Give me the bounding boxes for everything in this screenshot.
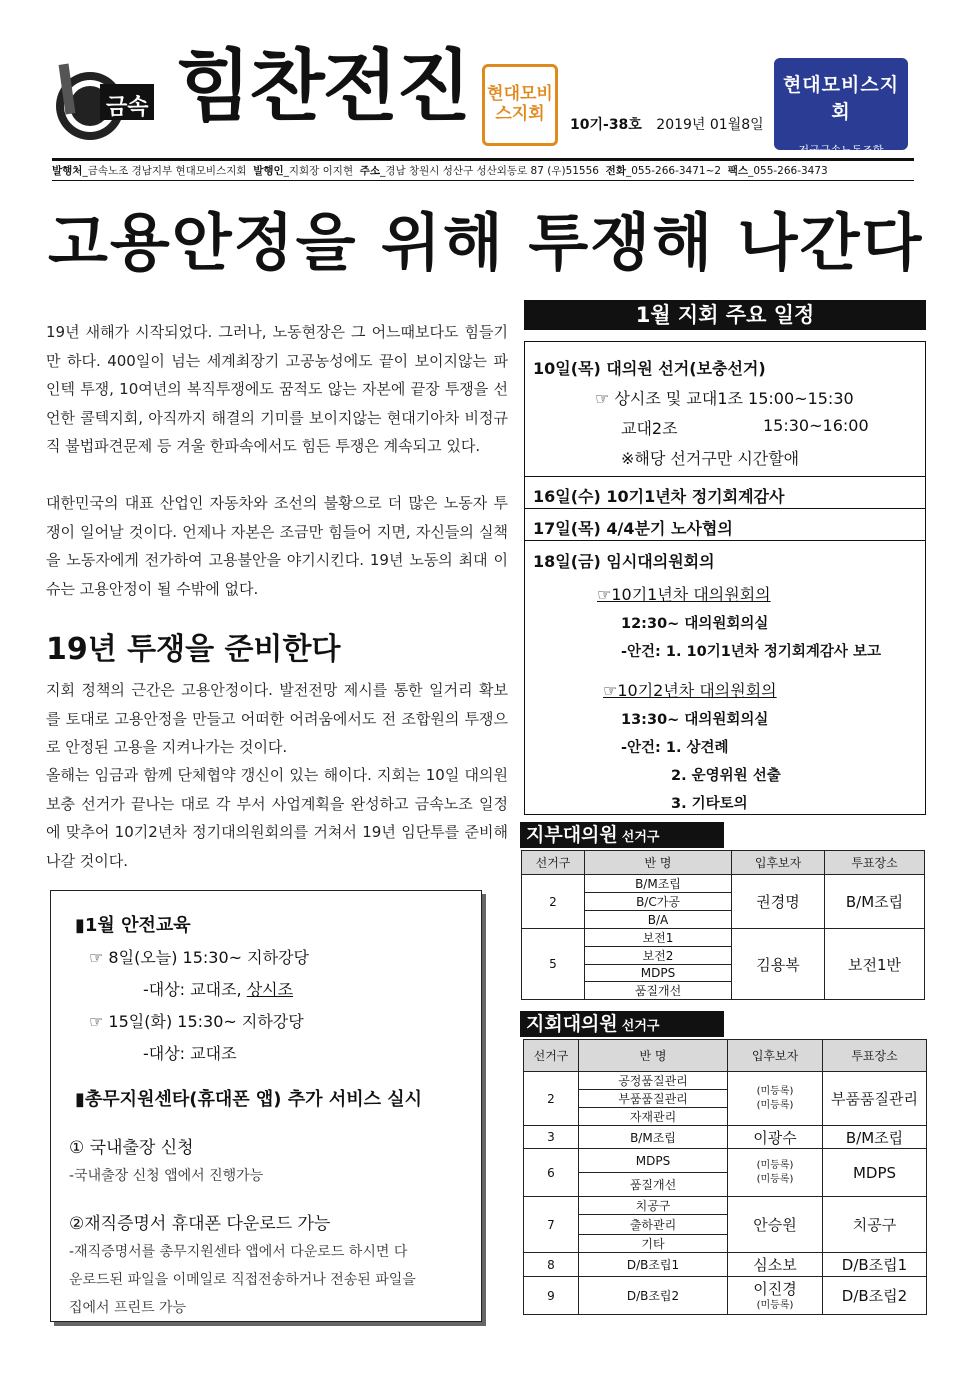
meeting-1-title: ☞10기1년차 대의원회의 [597, 585, 771, 604]
team: 품질개선 [585, 982, 732, 1000]
schedule-divider [525, 540, 925, 541]
candidate: 이광수 [728, 1126, 823, 1149]
team: 자재관리 [579, 1108, 728, 1126]
publisher: _금속노조 경남지부 현대모비스지회 [82, 165, 247, 177]
event-election-time-1: ☞ 상시조 및 교대1조 15:00~15:30 [595, 389, 854, 408]
col-district: 선거구 [524, 1040, 579, 1072]
team: D/B조립2 [579, 1277, 728, 1315]
candidate-1: (미등록) [756, 1159, 794, 1171]
team: B/M조립 [579, 1126, 728, 1149]
candidate: 안승원 [728, 1197, 823, 1253]
team: 기타 [579, 1235, 728, 1253]
polling-place: 보전1반 [825, 929, 925, 1000]
team: 보전1 [585, 929, 732, 947]
team: 출하관리 [579, 1215, 728, 1235]
col-candidate: 입후보자 [732, 851, 825, 875]
safety-session-1: ☞ 8일(오늘) 15:30~ 지하강당 [89, 948, 309, 967]
table2 [523, 1039, 927, 1315]
event-special-meeting: 18일(금) 임시대의원회의 [533, 552, 715, 571]
issuer-label: 발행인 [253, 165, 284, 177]
safety-target-1 [143, 977, 293, 1000]
safety-session-2: ☞ 15일(화) 15:30~ 지하강당 [89, 1012, 304, 1031]
col-candidate: 입후보자 [728, 1040, 823, 1072]
table-row [524, 1126, 927, 1149]
publisher-info [52, 163, 914, 178]
candidate-2: (미등록) [756, 1173, 794, 1185]
fax: _055-266-3473 [748, 165, 828, 177]
meeting-2-agenda-2: 2. 운영위원 선출 [671, 768, 781, 784]
issue-info [570, 114, 764, 134]
team: B/M조립 [585, 875, 732, 893]
polling-place: D/B조립2 [823, 1277, 927, 1315]
polling-place: 부품품질관리 [823, 1072, 927, 1126]
service-1-desc: -국내출장 신청 앱에서 진행가능 [69, 1168, 264, 1184]
meeting-1-agenda: -안건: 1. 10기1년차 정기회계감사 보고 [621, 644, 881, 660]
col-place: 투표장소 [823, 1040, 927, 1072]
masthead-rule-thin [52, 180, 914, 181]
polling-place: MDPS [823, 1149, 927, 1197]
service-2-desc-1: -재직증명서를 총무지원센타 앱에서 다운로드 하시면 다 [69, 1244, 408, 1260]
notice-box [50, 890, 482, 1322]
issuer: _지회장 이지현 [283, 165, 354, 177]
meeting-2-time: 13:30~ 대의원회의실 [621, 712, 769, 728]
candidate [728, 1277, 823, 1315]
col-district: 선거구 [522, 851, 585, 875]
table-row [524, 1149, 927, 1173]
service-2-desc-3: 집에서 프린트 가능 [69, 1300, 187, 1316]
phone-label: 전화 [605, 165, 626, 177]
article-paragraph-2: 대한민국의 대표 산업인 자동차와 조선의 불황으로 더 많은 노동자 투쟁이 일어날 것이다. 언제나 자본은 조금만 힘들어 지면, 자신들의 실책을 노동자에게 전가하여 고용불안을 야기시킨다. 19년 노동의 최대 이슈는 고용안정이 될 수밖에 없다. [46, 494, 508, 598]
article-subheading: 19년 투쟁을 준비한다 [46, 632, 341, 667]
district: 7 [524, 1197, 579, 1253]
team: B/C가공 [585, 893, 732, 911]
table1 [521, 850, 925, 1000]
polling-place: B/M조립 [825, 875, 925, 929]
union-logo-text: 금속 [106, 95, 149, 120]
team: 보전2 [585, 947, 732, 965]
address-label: 주소 [359, 165, 381, 177]
table-row [524, 1277, 927, 1315]
article-paragraph-1: 19년 새해가 시작되었다. 그러나, 노동현장은 그 어느때보다도 힘들기만 하다. 400일이 넘는 세계최장기 고공농성에도 끝이 보이지않는 파인텍 투쟁, 10여년의 복직투쟁에도 꿈적도 않는 자본에 끝장 투쟁을 선언한 콜텍지회, 아직까지 해결의 기미를 보이지않는 현대기아차 비정규직 불법파견문제 등 겨울 한파속에서도 힘든 투쟁은 계속되고 있다. [46, 323, 508, 455]
district: 3 [524, 1126, 579, 1149]
masthead-rule [52, 158, 914, 161]
district: 8 [524, 1253, 579, 1277]
table-row [524, 1253, 927, 1277]
candidate-1: (미등록) [756, 1085, 794, 1097]
event-election-note: ※해당 선거구만 시간할애 [621, 449, 800, 468]
team: MDPS [579, 1149, 728, 1173]
schedule-title: 1월 지회 주요 일정 [524, 300, 926, 330]
event-council-election: 10일(목) 대의원 선거(보충선거) [533, 359, 766, 378]
meeting-2-agenda-1: -안건: 1. 상견례 [621, 740, 729, 756]
col-team: 반 명 [579, 1040, 728, 1072]
polling-place: D/B조립1 [823, 1253, 927, 1277]
candidate-2: (미등록) [756, 1300, 794, 1311]
candidate-2: (미등록) [756, 1099, 794, 1111]
article-paragraph-4: 올해는 임금과 함께 단체협약 갱신이 있는 해이다. 지회는 10일 대의원 보충 선거가 끝나는 대로 각 부서 사업계획을 완성하고 금속노조 일정에 맞추어 10기2년차 정기대의원회의를 거쳐서 19년 임단투를 준비해 나갈 것이다. [46, 766, 508, 870]
district: 9 [524, 1277, 579, 1315]
union-logo [52, 62, 156, 150]
safety-target-1-a: -대상: 교대조, [143, 980, 247, 999]
schedule-box [524, 341, 926, 815]
headline: 고용안정을 위해 투쟁해 나간다 [48, 206, 924, 279]
district: 2 [522, 875, 585, 929]
service-2-desc-2: 운로드된 파일을 이메일로 직접전송하거나 전송된 파일을 [69, 1272, 416, 1288]
meeting-1-time: 12:30~ 대의원회의실 [621, 616, 769, 632]
col-place: 투표장소 [825, 851, 925, 875]
address: _경남 창원시 성산구 성산외동로 87 (우)51556 [380, 165, 599, 177]
team: B/A [585, 911, 732, 929]
event-audit: 16일(수) 10기1년차 정기회계감사 [533, 487, 785, 506]
polling-place: B/M조립 [823, 1126, 927, 1149]
candidate [728, 1072, 823, 1126]
table1-subtitle: 선거구 [621, 830, 660, 845]
branch-vertical-title: 현대모비스지회 [482, 64, 558, 146]
table1-title [520, 822, 724, 848]
table-row [522, 929, 925, 947]
table1-title-text: 지부대의원 [526, 824, 618, 846]
issue-number: 10기-38호 [570, 117, 642, 133]
district: 5 [522, 929, 585, 1000]
schedule-divider [525, 476, 925, 477]
table2-subtitle: 선거구 [621, 1019, 660, 1034]
publisher-label: 발행처 [52, 165, 83, 177]
polling-place: 치공구 [823, 1197, 927, 1253]
safety-education-heading: ▮1월 안전교육 [75, 915, 191, 936]
team: 치공구 [579, 1197, 728, 1215]
safety-target-2: -대상: 교대조 [143, 1044, 237, 1063]
newsletter-title: 힘찬전진 [176, 42, 470, 132]
table-row [522, 875, 925, 893]
event-election-time-2: 15:30~16:00 [763, 416, 869, 435]
table2-title-text: 지회대의원 [526, 1013, 618, 1035]
phone: _055-266-3471~2 [625, 165, 722, 177]
service-heading: ▮총무지원센타(휴대폰 앱) 추가 서비스 실시 [75, 1089, 423, 1110]
team: MDPS [585, 965, 732, 982]
service-1-title: ① 국내출장 신청 [69, 1138, 194, 1158]
fax-label: 팩스 [727, 165, 749, 177]
meeting-2-title: ☞10기2년차 대의원회의 [603, 681, 777, 700]
team: 공정품질관리 [579, 1072, 728, 1090]
team: 부품품질관리 [579, 1090, 728, 1108]
event-labor-council: 17일(목) 4/4분기 노사협의 [533, 519, 733, 538]
table2-title [520, 1011, 724, 1037]
schedule-divider [525, 508, 925, 509]
table-row [524, 1072, 927, 1090]
candidate [728, 1149, 823, 1197]
district: 6 [524, 1149, 579, 1197]
team: D/B조립1 [579, 1253, 728, 1277]
candidate: 권경명 [732, 875, 825, 929]
meeting-2-agenda-3: 3. 기타토의 [671, 796, 748, 812]
service-2-title: ②재직증명서 휴대폰 다운로드 가능 [69, 1214, 331, 1234]
article-paragraph-3: 지회 정책의 근간은 고용안정이다. 발전전망 제시를 통한 일거리 확보를 토대로 고용안정을 만들고 어떠한 어려움에서도 전 조합원의 투쟁으로 안정된 고용을 지켜나가는 것이다. [46, 681, 508, 756]
district: 2 [524, 1072, 579, 1126]
issue-date: 2019년 01월8일 [656, 117, 764, 133]
team: 품질개선 [579, 1173, 728, 1197]
safety-target-1-b: 상시조 [246, 980, 294, 999]
table-row [524, 1197, 927, 1215]
col-team: 반 명 [585, 851, 732, 875]
branch-logo [774, 58, 908, 157]
event-election-shift-2: 교대2조 [621, 419, 678, 438]
branch-logo-name: 현대모비스지회 [782, 74, 900, 123]
candidate: 김용복 [732, 929, 825, 1000]
branch-logo-union: 전국금속노동조합 [798, 144, 884, 157]
candidate-1: 이진경 [753, 1280, 797, 1298]
candidate: 심소보 [728, 1253, 823, 1277]
